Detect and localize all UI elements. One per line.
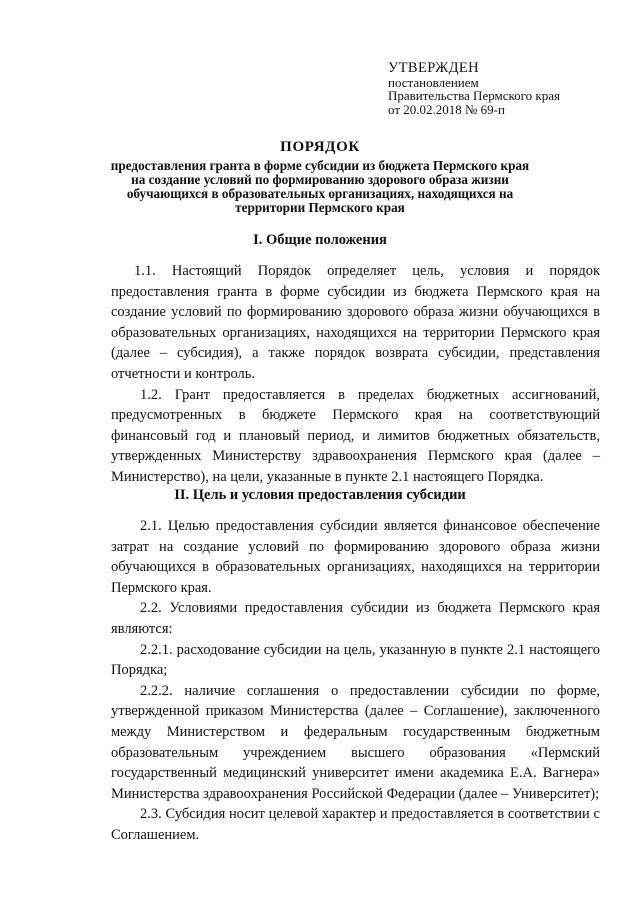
section-2-heading: II. Цель и условия предоставления субсидии (174, 487, 466, 503)
document-title: ПОРЯДОК (280, 139, 360, 155)
paragraph-2-2-2: 2.2.2. наличие соглашения о предоставлении субсидии по форме, утвержденной приказом Министерства (далее – Соглашение), заключенного между Министерством и федеральным государственным бюджетным образовательным учреждением высшего образования «Пермский государственный медицинский университет имени академика Е.А. Вагнера» Министерства здравоохранения Российской Федерации (далее – Университет); (111, 682, 600, 802)
approval-stamp (388, 62, 560, 116)
document-subtitle: предоставления гранта в форме субсидии из бюджета Пермского края на создание условий по формированию здорового образа жизни обучающихся в образовательных организациях, находящихся на территории Пермского края (110, 158, 530, 215)
approval-line-government: Правительства Пермского края (388, 88, 560, 103)
paragraph-2-3: 2.3. Субсидия носит целевой характер и предоставляется в соответствии с Соглашением. (111, 806, 600, 843)
section-1-heading: I. Общие положения (253, 232, 387, 248)
section-2-body (111, 516, 600, 846)
paragraph-2-2: 2.2. Условиями предоставления субсидии из бюджета Пермского края являются: (111, 600, 600, 637)
paragraph-2-1: 2.1. Целью предоставления субсидии является финансовое обеспечение затрат на создание условий по формированию здорового образа жизни обучающихся в образовательных организациях, находящихся на территории Пермского края. (111, 518, 600, 596)
section-1-body (111, 261, 600, 488)
paragraph-1-2: 1.2. Грант предоставляется в пределах бюджетных ассигнований, предусмотренных в бюджете Пермского края на соответствующий финансовый год и плановый период, и лимитов бюджетных обязательств, утвержденных Министерству здравоохранения Пермского края (далее – Министерство), на цели, указанные в пункте 2.1 настоящего Порядка. (111, 386, 600, 485)
approval-line-approved: УТВЕРЖДЕН (388, 60, 480, 76)
approval-line-resolution: постановлением (388, 74, 479, 90)
paragraph-1-1: 1.1. Настоящий Порядок определяет цель, условия и порядок предоставления гранта в форме субсидии из бюджета Пермского края на создание условий по формированию здорового образа жизни обучающихся в образовательных организациях, находящихся на территории Пермского края (далее – субсидия), а также порядок возврата субсидии, представления отчетности и контроль. (111, 263, 600, 382)
paragraph-2-2-1: 2.2.1. расходование субсидии на цель, указанную в пункте 2.1 настоящего Порядка; (111, 641, 600, 679)
approval-line-date: от 20.02.2018 № 69-п (388, 101, 505, 117)
